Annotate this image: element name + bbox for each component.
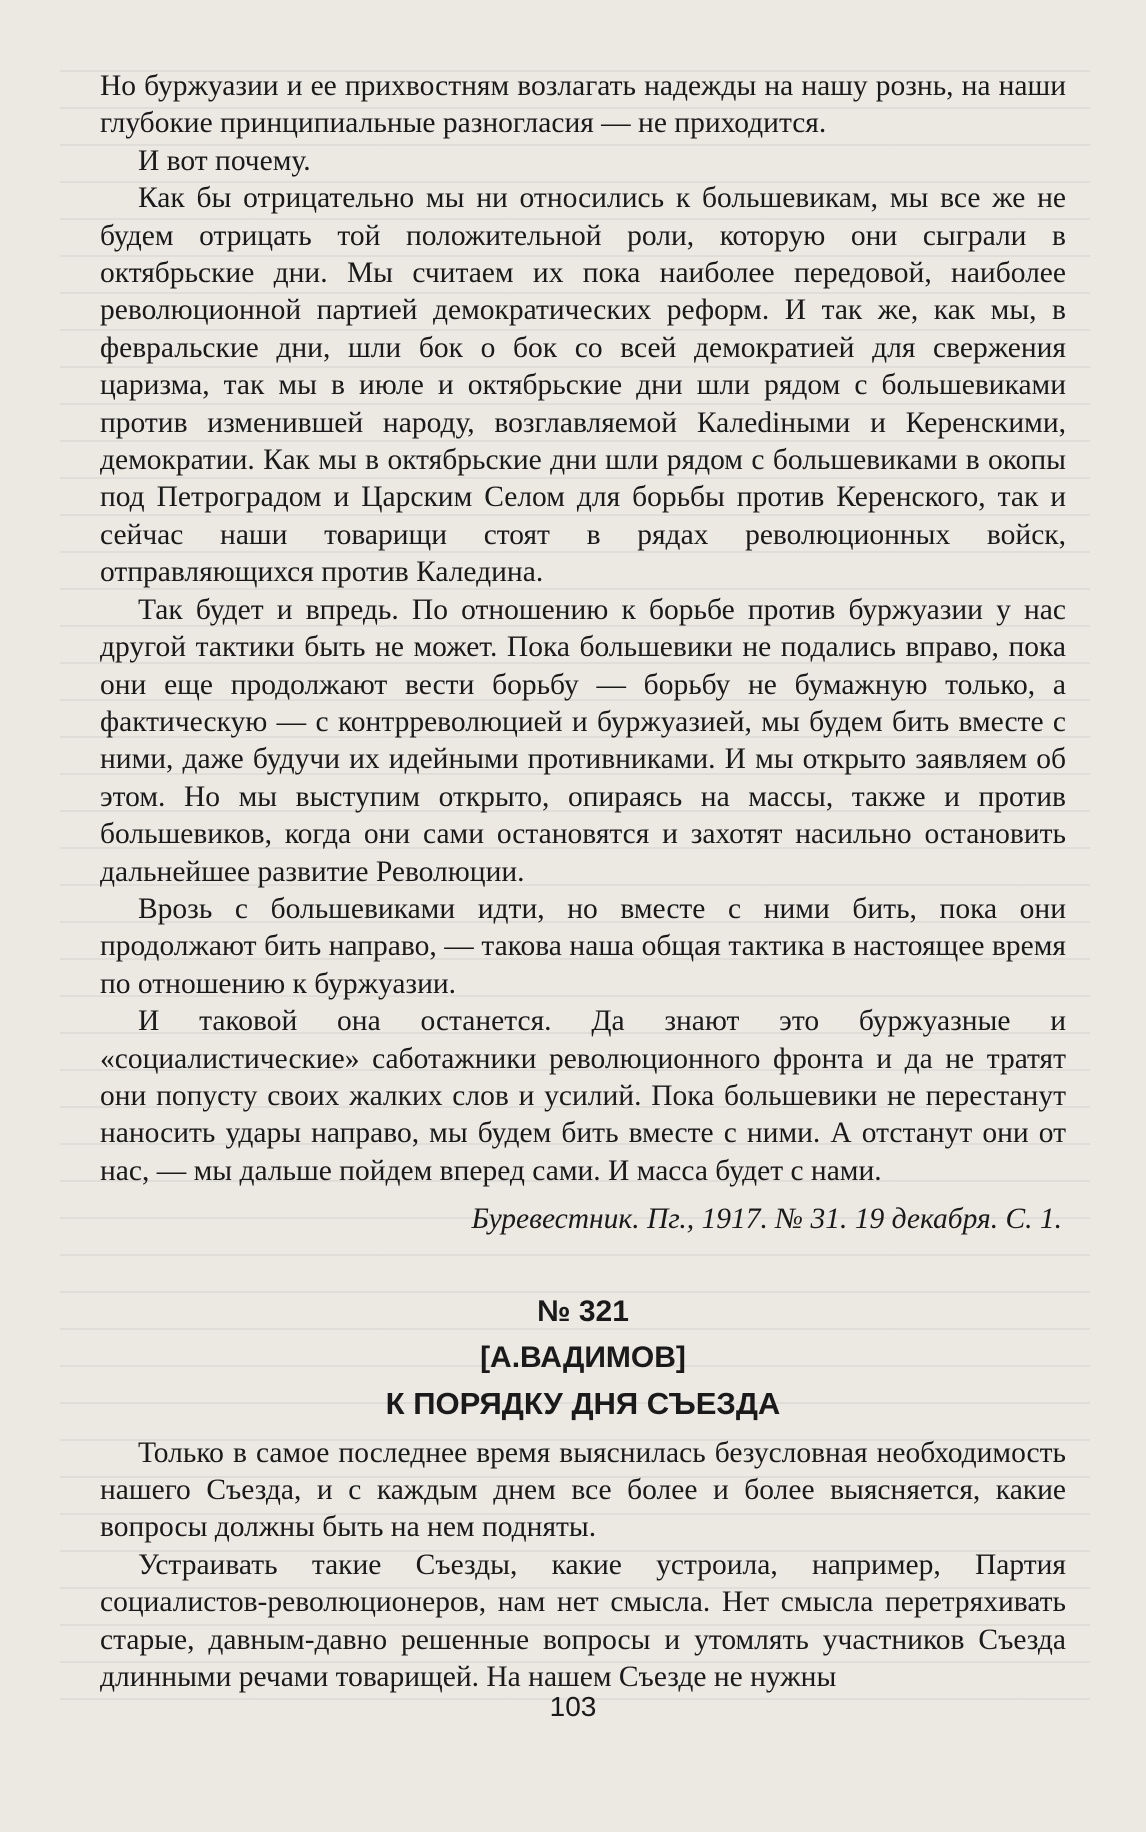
document-title: К ПОРЯДКУ ДНЯ СЪЕЗДА [385, 1385, 781, 1421]
page-content [100, 68, 1066, 1696]
document-author: [А.ВАДИМОВ] [480, 1340, 686, 1374]
paragraph: Так будет и впредь. По отношению к борьбе против буржуазии у нас другой тактики быть не может. Пока большевики не подались вправо, пока они еще продолжают вести борьбу — борьбу не бумажную только, а фактическую — с контрреволюцией и буржуазией, мы будем бить вместе с ними, даже будучи их идейными противниками. И мы открыто заявляем об этом. Но мы выступим открыто, опираясь на массы, также и против большевиков, когда они сами остановятся и захотят насильно остановить дальнейшее развитие Революции. [100, 593, 1066, 888]
paragraph: И таковой она останется. Да знают это буржуазные и «социалистические» саботажники революционного фронта и да не тратят они попусту своих жалких слов и усилий. Пока большевики не перестанут наносить удары направо, мы будем бить вместе с ними. А отстанут они от нас, — мы дальше пойдем вперед сами. И масса будет с нами. [100, 1005, 1066, 1187]
page-number: 103 [549, 1691, 597, 1722]
paragraph: Как бы отрицательно мы ни относились к большевикам, мы все же не будем отрицать той положительной роли, которую они сыграли в октябрьские дни. Мы считаем их пока наиболее передовой, наиболее революционной партией демократических реформ. И так же, как мы, в февральские дни, шли бок о бок со всей демократией для свержения царизма, так мы в июле и октябрьские дни шли рядом с большевиками против изменившей народу, возглавляемой Калediными и Керенскими, демократии. Как мы в октябрьские дни шли рядом с большевиками в окопы под Петроградом и Царским Селом для борьбы против Керенского, так и сейчас наши товарищи стоят в рядах революционных войск, отправляющихся против Каледина. [100, 182, 1066, 589]
paragraph: Устраивать такие Съезды, какие устроила, например, Партия социалистов-революционеров, нам нет смысла. Нет смысла перетряхивать старые, давным-давно решенные вопросы и утомлять участников Съезда длинными речами товарищей. На нашем Съезде не нужны [100, 1548, 1066, 1694]
paragraph: И вот почему. [138, 144, 311, 177]
source-citation: Буревестник. Пг., 1917. № 31. 19 декабря. С. 1. [471, 1203, 1062, 1236]
paragraph-continuation: Но буржуазии и ее прихвостням возлагать надежды на нашу рознь, на наши глубокие принципиальные разногласия — не приходится. [100, 70, 1066, 140]
paragraph: Только в самое последнее время выяснилась безусловная необходимость нашего Съезда, и с каждым днем все более и более выясняется, какие вопросы должны быть на нем подняты. [100, 1436, 1066, 1544]
document-number: № 321 [537, 1294, 629, 1328]
document-header [100, 1289, 1066, 1427]
paragraph: Врозь с большевиками идти, но вместе с ними бить, пока они продолжают бить направо, — такова наша общая тактика в настоящее время по отношению к буржуазии. [100, 892, 1066, 1000]
